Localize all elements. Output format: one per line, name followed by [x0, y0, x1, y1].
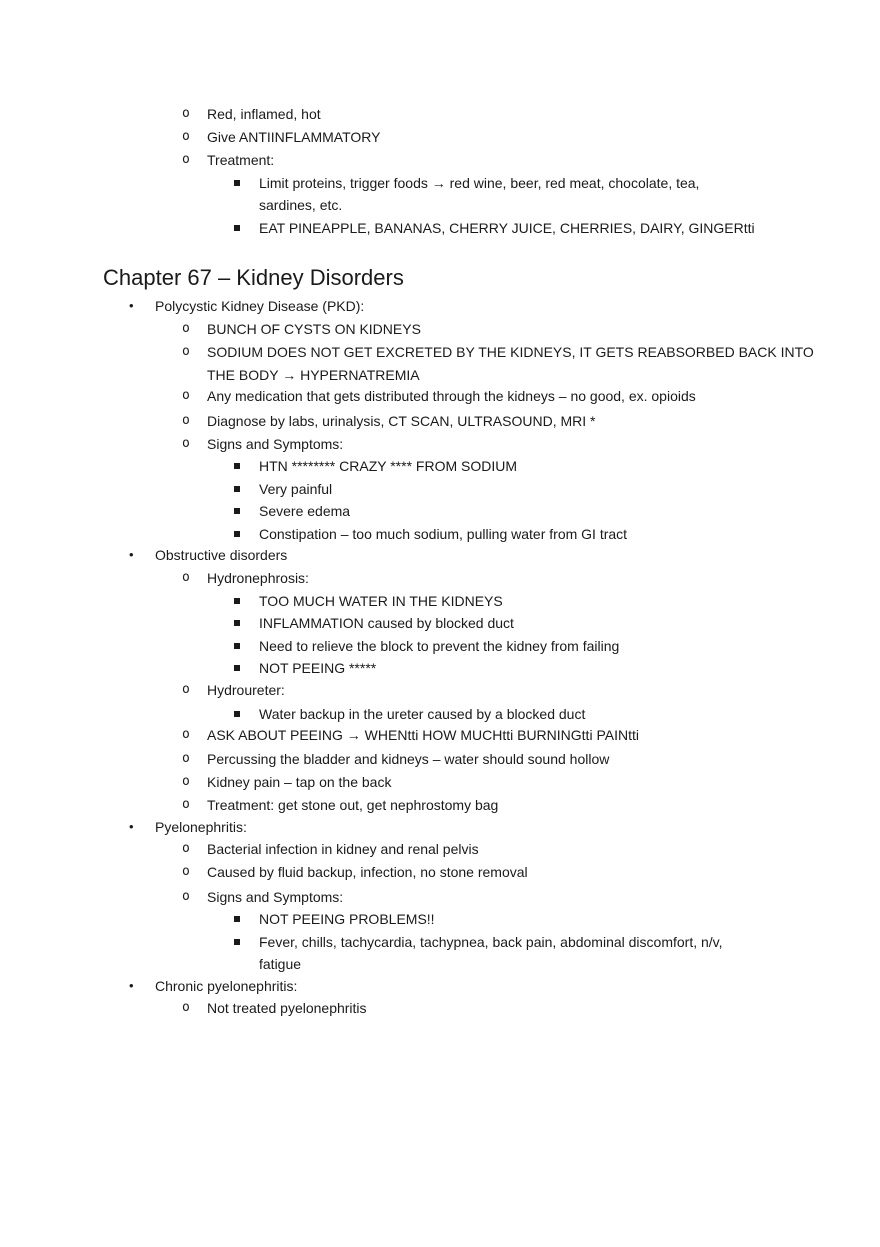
- list-item: Need to relieve the block to prevent the kidney from failing: [259, 638, 620, 654]
- list-marker-square-icon: [234, 643, 240, 649]
- list-item: Percussing the bladder and kidneys – water should sound hollow: [207, 751, 610, 767]
- list-marker-circle-icon: o: [182, 864, 190, 879]
- list-marker-circle-icon: o: [182, 841, 190, 856]
- list-item: Not treated pyelonephritis: [207, 1000, 367, 1016]
- list-marker-circle-icon: o: [182, 889, 190, 904]
- list-item: Caused by fluid backup, infection, no stone removal: [207, 864, 528, 880]
- list-marker-square-icon: [234, 711, 240, 717]
- list-marker-bullet-icon: •: [129, 298, 134, 313]
- list-marker-bullet-icon: •: [129, 819, 134, 834]
- list-marker-square-icon: [234, 486, 240, 492]
- list-item: Constipation – too much sodium, pulling water from GI tract: [259, 526, 628, 542]
- list-marker-circle-icon: o: [182, 727, 190, 742]
- list-marker-circle-icon: o: [182, 1000, 190, 1015]
- list-marker-circle-icon: o: [182, 751, 190, 766]
- list-marker-circle-icon: o: [182, 570, 190, 585]
- list-item: NOT PEEING *****: [259, 660, 377, 676]
- list-item: TOO MUCH WATER IN THE KIDNEYS: [259, 593, 503, 609]
- list-item: Treatment:: [207, 152, 275, 168]
- section-label-pyelonephritis: Pyelonephritis:: [155, 819, 247, 835]
- list-marker-square-icon: [234, 939, 240, 945]
- list-item-continuation: sardines, etc.: [259, 197, 343, 213]
- list-marker-square-icon: [234, 180, 240, 186]
- list-item: Any medication that gets distributed through the kidneys – no good, ex. opioids: [207, 388, 696, 404]
- list-marker-square-icon: [234, 225, 240, 231]
- list-marker-circle-icon: o: [182, 344, 190, 359]
- list-marker-square-icon: [234, 916, 240, 922]
- list-item: Severe edema: [259, 503, 351, 519]
- list-item: Fever, chills, tachycardia, tachypnea, back pain, abdominal discomfort, n/v,: [259, 934, 723, 950]
- list-item: Water backup in the ureter caused by a blocked duct: [259, 706, 586, 722]
- list-marker-circle-icon: o: [182, 129, 190, 144]
- list-item: ASK ABOUT PEEING → WHENtti HOW MUCHtti BURNINGtti PAINtti: [207, 727, 639, 743]
- list-marker-circle-icon: o: [182, 152, 190, 167]
- list-marker-square-icon: [234, 463, 240, 469]
- section-label-pkd: Polycystic Kidney Disease (PKD):: [155, 298, 365, 314]
- list-item: Hydroureter:: [207, 682, 285, 698]
- list-item: Limit proteins, trigger foods → red wine, beer, red meat, chocolate, tea,: [259, 175, 700, 191]
- list-item: Kidney pain – tap on the back: [207, 774, 392, 790]
- list-item-continuation: fatigue: [259, 956, 302, 972]
- list-marker-circle-icon: o: [182, 774, 190, 789]
- section-label-obstructive: Obstructive disorders: [155, 547, 288, 563]
- list-marker-square-icon: [234, 508, 240, 514]
- list-item: SODIUM DOES NOT GET EXCRETED BY THE KIDNEYS, IT GETS REABSORBED BACK INTO: [207, 344, 814, 360]
- list-marker-square-icon: [234, 598, 240, 604]
- list-marker-circle-icon: o: [182, 797, 190, 812]
- list-item: Give ANTIINFLAMMATORY: [207, 129, 381, 145]
- list-marker-circle-icon: o: [182, 413, 190, 428]
- list-marker-square-icon: [234, 531, 240, 537]
- list-item: Treatment: get stone out, get nephrostomy bag: [207, 797, 499, 813]
- list-item: HTN ******** CRAZY **** FROM SODIUM: [259, 458, 518, 474]
- list-item-continuation: THE BODY → HYPERNATREMIA: [207, 367, 420, 383]
- list-marker-circle-icon: o: [182, 436, 190, 451]
- list-marker-square-icon: [234, 620, 240, 626]
- list-marker-circle-icon: o: [182, 388, 190, 403]
- list-item: EAT PINEAPPLE, BANANAS, CHERRY JUICE, CHERRIES, DAIRY, GINGERtti: [259, 220, 755, 236]
- section-label-chronic-pyelonephritis: Chronic pyelonephritis:: [155, 978, 298, 994]
- list-item: INFLAMMATION caused by blocked duct: [259, 615, 514, 631]
- list-marker-circle-icon: o: [182, 321, 190, 336]
- list-marker-bullet-icon: •: [129, 547, 134, 562]
- list-item: NOT PEEING PROBLEMS!!: [259, 911, 435, 927]
- list-item: Red, inflamed, hot: [207, 106, 321, 122]
- list-marker-square-icon: [234, 665, 240, 671]
- list-item: Signs and Symptoms:: [207, 889, 344, 905]
- list-marker-bullet-icon: •: [129, 978, 134, 993]
- list-item: Signs and Symptoms:: [207, 436, 344, 452]
- list-item: Very painful: [259, 481, 333, 497]
- list-item: Bacterial infection in kidney and renal pelvis: [207, 841, 479, 857]
- list-marker-circle-icon: o: [182, 682, 190, 697]
- list-marker-circle-icon: o: [182, 106, 190, 121]
- list-item: Diagnose by labs, urinalysis, CT SCAN, ULTRASOUND, MRI *: [207, 413, 596, 429]
- list-item: BUNCH OF CYSTS ON KIDNEYS: [207, 321, 421, 337]
- list-item: Hydronephrosis:: [207, 570, 309, 586]
- chapter-heading: Chapter 67 – Kidney Disorders: [103, 265, 404, 290]
